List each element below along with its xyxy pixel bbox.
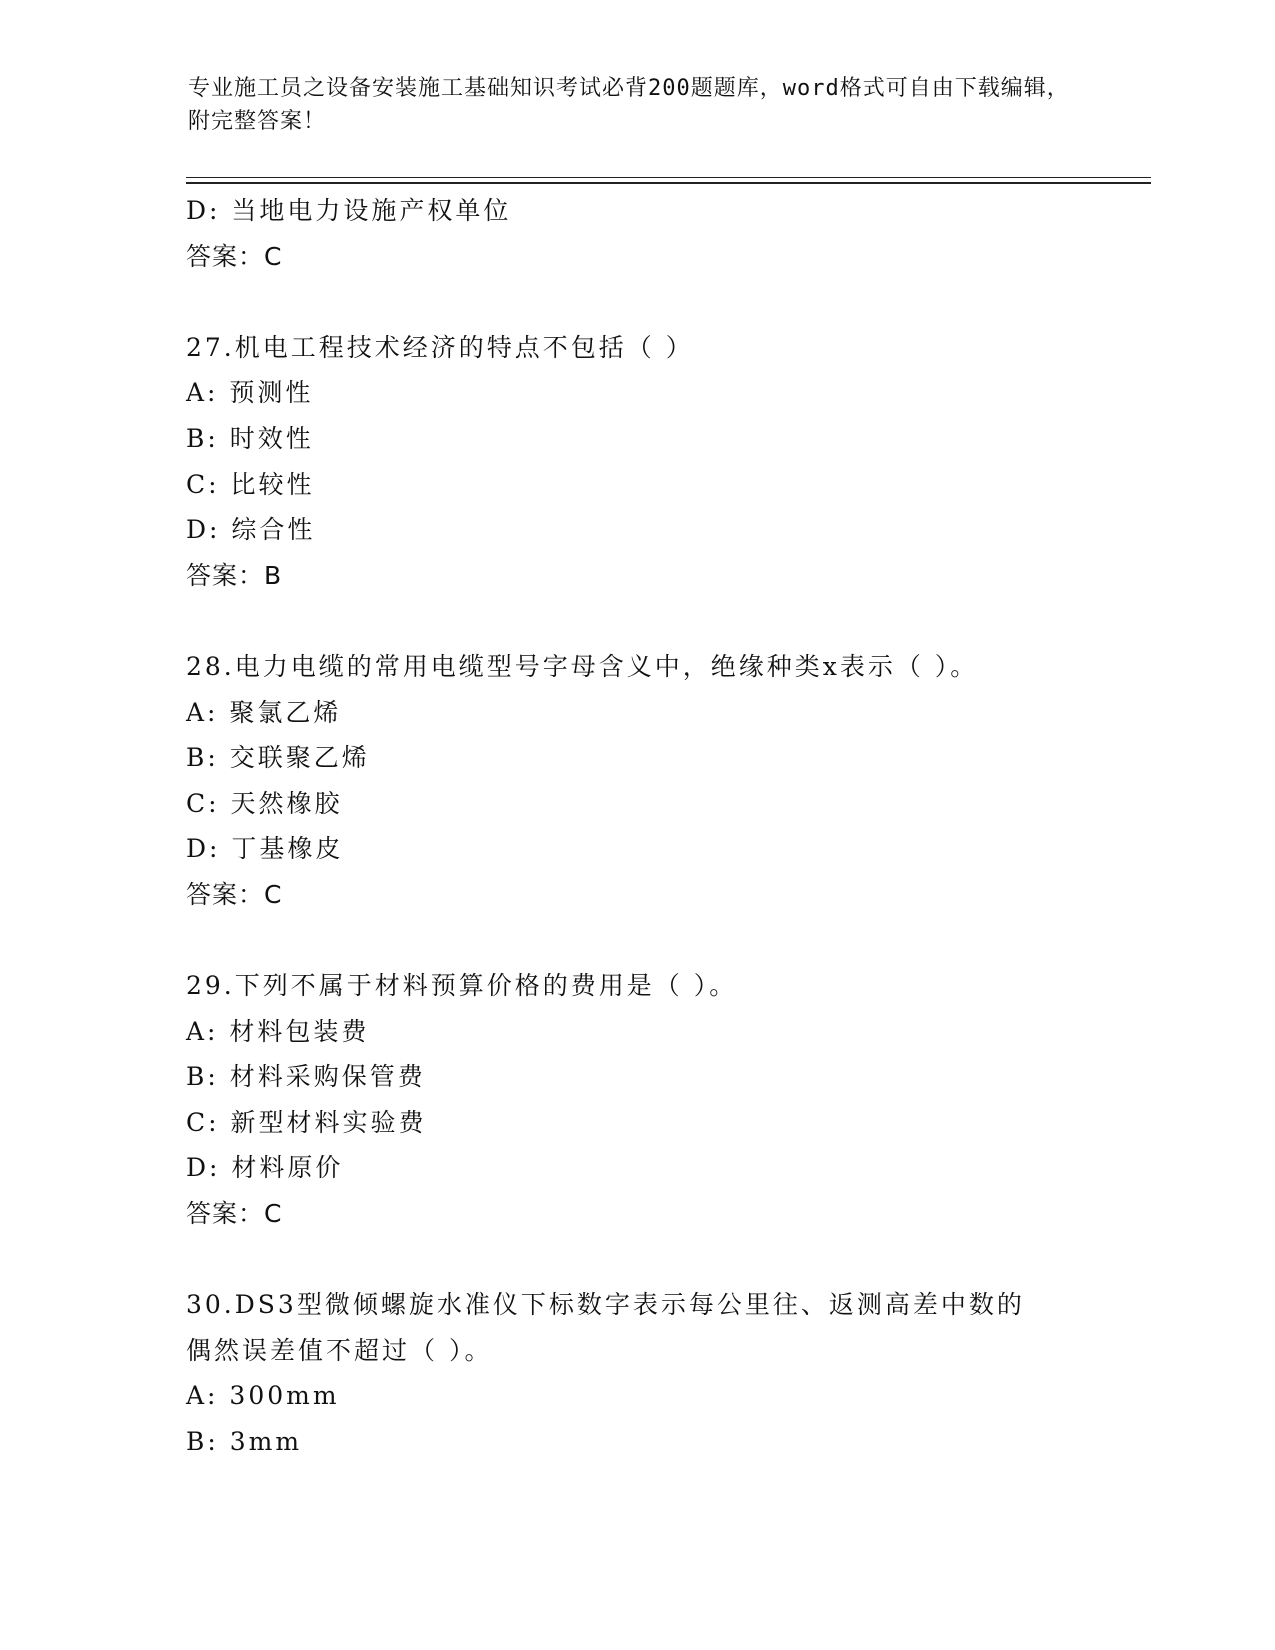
answer-line: 答案：C (186, 879, 283, 909)
question-block (186, 644, 1086, 918)
option-c: C: 天然橡胶 (186, 788, 343, 818)
option-c: C: 比较性 (186, 469, 315, 499)
answer-line: 答案：B (186, 560, 283, 590)
option-b: B: 交联聚乙烯 (186, 743, 370, 773)
option-d: D: 丁基橡皮 (186, 834, 344, 864)
spacer (186, 279, 1086, 325)
option-a: A: 聚氯乙烯 (186, 697, 342, 727)
question-block (186, 1282, 1086, 1464)
answer-line: 答案：C (186, 1199, 283, 1229)
document-header-title: 专业施工员之设备安装施工基础知识考试必背200题题库，word格式可自由下载编辑，附完整答案！ (188, 76, 1070, 134)
option-d: D: 当地电力设施产权单位 (186, 196, 512, 225)
question-stem: 30.DS3型微倾螺旋水准仪下标数字表示每公里往、返测高差中数的偶然误差值不超过（ ）。 (186, 1290, 1025, 1365)
option-a: A: 300mm (186, 1381, 340, 1411)
question-stem: 27.机电工程技术经济的特点不包括（ ） (186, 332, 694, 362)
answer-line: 答案：C (186, 241, 283, 271)
spacer (186, 918, 1086, 964)
question-stem: 28.电力电缆的常用电缆型号字母含义中，绝缘种类x表示（ ）。 (186, 651, 979, 681)
question-stem: 29.下列不属于材料预算价格的费用是（ ）。 (186, 971, 738, 1001)
option-b: B: 3mm (186, 1427, 303, 1457)
option-a: A: 预测性 (186, 378, 314, 408)
question-block (186, 963, 1086, 1237)
option-c: C: 新型材料实验费 (186, 1107, 427, 1137)
option-d: D: 材料原价 (186, 1153, 344, 1183)
option-b: B: 材料采购保管费 (186, 1062, 426, 1092)
option-d: D: 综合性 (186, 515, 316, 545)
option-a: A: 材料包装费 (186, 1016, 370, 1046)
question-block (186, 325, 1086, 599)
spacer (186, 598, 1086, 644)
option-b: B: 时效性 (186, 423, 314, 453)
question-content (186, 188, 1086, 1465)
header-divider-thin (186, 177, 1151, 178)
header-divider-thick (186, 182, 1151, 184)
spacer (186, 1237, 1086, 1283)
